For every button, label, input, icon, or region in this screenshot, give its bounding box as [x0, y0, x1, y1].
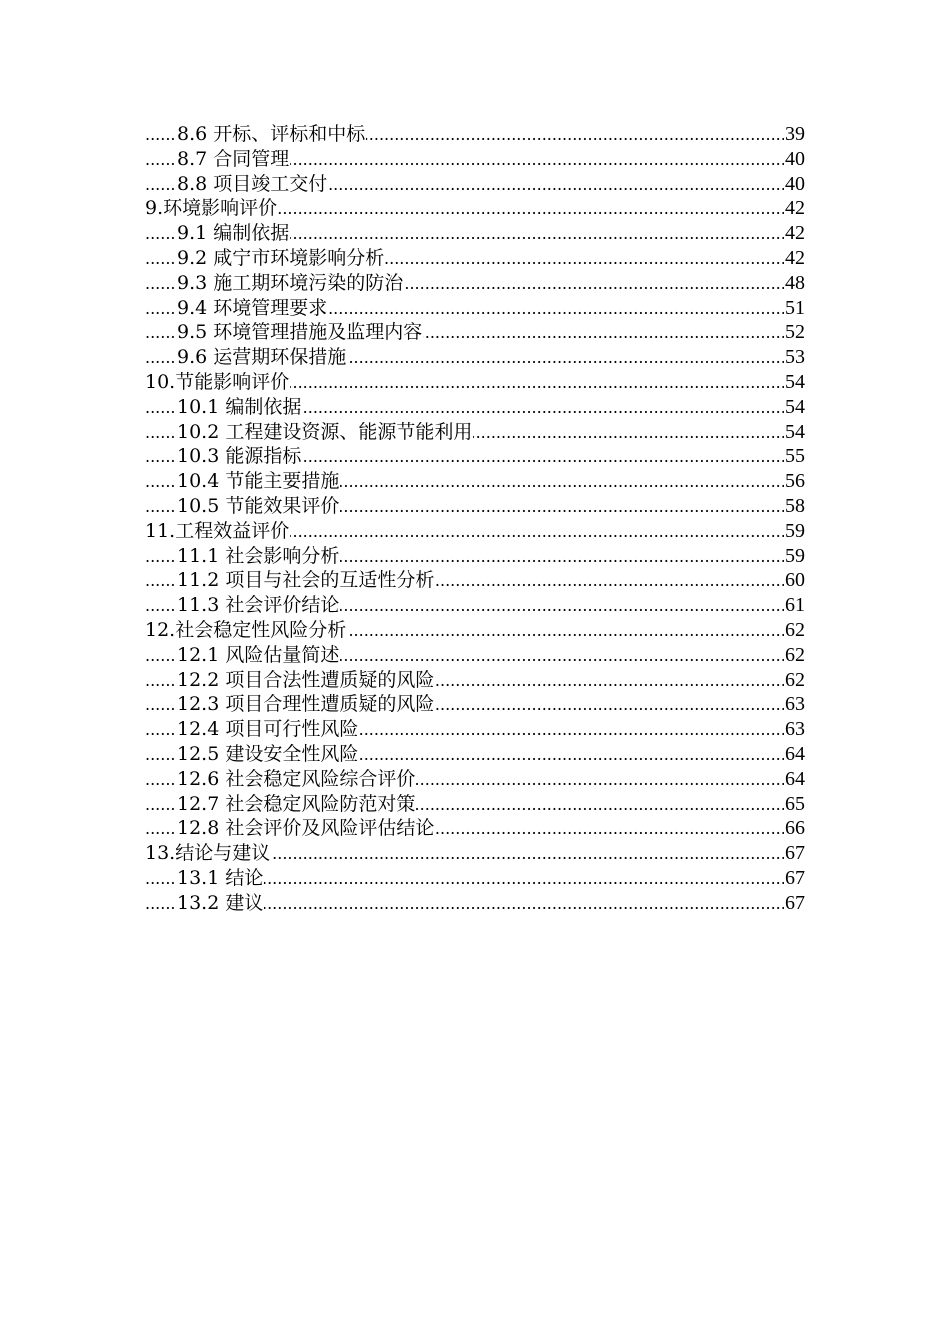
toc-entry-label: 10.4 节能主要措施: [177, 470, 340, 493]
toc-page-number: 42: [785, 246, 805, 269]
toc-entry-label: 9.4 环境管理要求: [177, 296, 328, 319]
toc-page-number: 56: [785, 470, 805, 493]
toc-page-number: 67: [785, 842, 805, 865]
toc-page-number: 48: [785, 271, 805, 294]
toc-page-number: 63: [785, 718, 805, 741]
toc-page-number: 42: [785, 197, 805, 220]
toc-page-number: 62: [785, 618, 805, 641]
toc-entry-label: 11.2 项目与社会的互适性分析: [177, 569, 435, 592]
toc-entry-section[interactable]: [0, 792, 950, 817]
toc-page-number: 51: [785, 296, 805, 319]
toc-entry-section[interactable]: [0, 296, 950, 321]
toc-page-number: 53: [785, 346, 805, 369]
toc-page-number: 65: [785, 792, 805, 815]
toc-entry-section[interactable]: [0, 668, 950, 693]
toc-entry-label: 8.6 开标、评标和中标: [177, 123, 366, 145]
toc-entry-label: 12.6 社会稳定风险综合评价: [177, 767, 416, 790]
toc-entry-section[interactable]: [0, 395, 950, 420]
toc-entry-label: 10.2 工程建设资源、能源节能利用: [177, 420, 473, 443]
toc-entry-section[interactable]: [0, 345, 950, 370]
toc-entry-section[interactable]: [0, 444, 950, 469]
toc-entry-chapter[interactable]: [0, 618, 950, 643]
toc-page-number: 54: [785, 420, 805, 443]
toc-entry-label: 12.1 风险估量简述: [177, 643, 340, 666]
toc-entry-label: 10.5 节能效果评价: [177, 494, 340, 517]
toc-page-number: 66: [785, 817, 805, 840]
toc-page-number: 39: [785, 123, 805, 145]
toc-page-number: 42: [785, 222, 805, 245]
toc-page-number: 59: [785, 544, 805, 567]
toc-entry-label: 12.5 建设安全性风险: [177, 742, 359, 765]
toc-entry-label: 10.1 编制依据: [177, 395, 302, 418]
toc-entry-section[interactable]: [0, 320, 950, 345]
toc-entry-section[interactable]: [0, 767, 950, 792]
toc-entry-section[interactable]: [0, 469, 950, 494]
toc-page-number: 62: [785, 643, 805, 666]
toc-entry-label: 10.节能影响评价: [145, 370, 290, 393]
toc-entry-label: 9.6 运营期环保措施: [177, 346, 347, 369]
toc-entry-label: 13.2 建议: [177, 891, 264, 914]
toc-entry-section[interactable]: [0, 420, 950, 445]
toc-entry-label: 9.1 编制依据: [177, 222, 290, 245]
toc-entry-section[interactable]: [0, 221, 950, 246]
toc-page-number: 64: [785, 742, 805, 765]
toc-page-number: 54: [785, 395, 805, 418]
toc-page-number: 67: [785, 891, 805, 914]
toc-entry-section[interactable]: [0, 494, 950, 519]
toc-entry-label: 11.1 社会影响分析: [177, 544, 340, 567]
toc-entry-label: 11.3 社会评价结论: [177, 594, 340, 617]
toc-page-number: 61: [785, 594, 805, 617]
toc-entry-label: 12.8 社会评价及风险评估结论: [177, 817, 435, 840]
toc-page-number: 40: [785, 172, 805, 195]
toc-entry-section[interactable]: [0, 692, 950, 717]
toc-entry-label: 9.2 咸宁市环境影响分析: [177, 246, 385, 269]
toc-entry-section[interactable]: [0, 147, 950, 172]
toc-entry-label: 12.社会稳定性风险分析: [145, 618, 347, 641]
toc-entry-section[interactable]: [0, 816, 950, 841]
toc-page-number: 58: [785, 494, 805, 517]
toc-entry-section[interactable]: [0, 742, 950, 767]
toc-entry-label: 12.3 项目合理性遭质疑的风险: [177, 693, 435, 716]
toc-entry-chapter[interactable]: [0, 370, 950, 395]
toc-entry-section[interactable]: [0, 544, 950, 569]
toc-entry-label: 10.3 能源指标: [177, 445, 302, 468]
toc-entry-label: 12.2 项目合法性遭质疑的风险: [177, 668, 435, 691]
toc-page-number: 52: [785, 321, 805, 344]
toc-entry-chapter[interactable]: [0, 519, 950, 544]
toc-entry-section[interactable]: [0, 271, 950, 296]
toc-page-number: 40: [785, 147, 805, 170]
toc-entry-label: 9.环境影响评价: [145, 197, 278, 220]
toc-entry-section[interactable]: [0, 246, 950, 271]
toc-entry-label: 11.工程效益评价: [145, 519, 290, 542]
toc-entry-label: 13.结论与建议: [145, 842, 271, 865]
toc-entry-label: 8.8 项目竣工交付: [177, 172, 328, 195]
toc-page-number: 67: [785, 866, 805, 889]
toc-entry-chapter[interactable]: [0, 196, 950, 221]
toc-entry-section[interactable]: [0, 568, 950, 593]
toc-entry-section[interactable]: [0, 593, 950, 618]
toc-entry-label: 13.1 结论: [177, 866, 264, 889]
toc-entry-label: 12.4 项目可行性风险: [177, 718, 359, 741]
toc-page-number: 63: [785, 693, 805, 716]
toc-entry-section[interactable]: [0, 643, 950, 668]
toc-page-number: 55: [785, 445, 805, 468]
toc-page-number: 62: [785, 668, 805, 691]
toc-entry-label: 9.3 施工期环境污染的防治: [177, 271, 404, 294]
toc-entry-label: 9.5 环境管理措施及监理内容: [177, 321, 423, 344]
toc-entry-section[interactable]: [0, 717, 950, 742]
toc-page-number: 59: [785, 519, 805, 542]
toc-entry-section[interactable]: [0, 891, 950, 916]
toc-entry-section[interactable]: [0, 866, 950, 891]
toc-page-number: 60: [785, 569, 805, 592]
table-of-contents: [0, 122, 950, 916]
toc-entry-label: 12.7 社会稳定风险防范对策: [177, 792, 416, 815]
toc-page-number: 54: [785, 370, 805, 393]
toc-entry-section[interactable]: [0, 172, 950, 197]
toc-page-number: 64: [785, 767, 805, 790]
toc-entry-section[interactable]: [0, 122, 950, 147]
toc-entry-chapter[interactable]: [0, 841, 950, 866]
toc-entry-label: 8.7 合同管理: [177, 147, 290, 170]
